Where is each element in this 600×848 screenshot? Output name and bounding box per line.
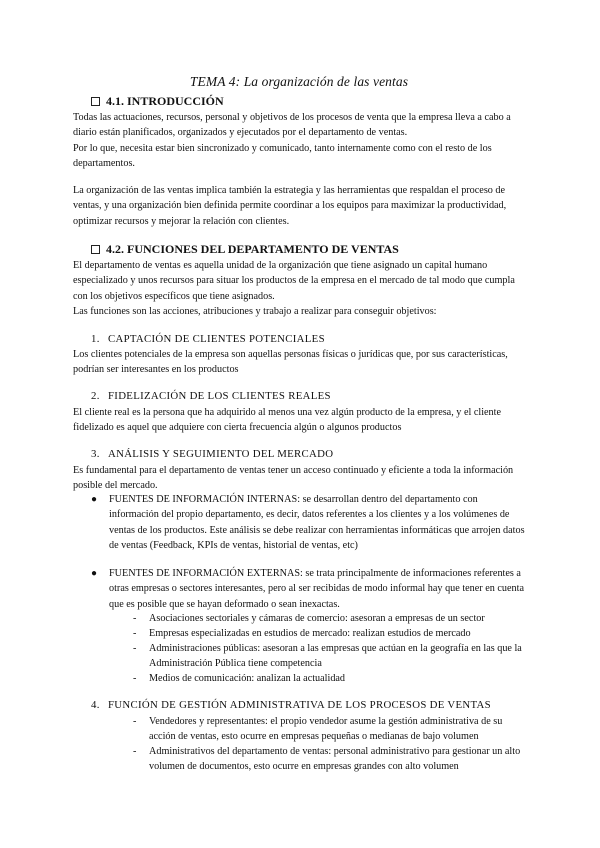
- function-1-description: Los clientes potenciales de la empresa son aquellas personas físicas o jurídicas que, por sus características, podrían ser interesantes en los productos: [73, 349, 508, 376]
- dash-icon: -: [133, 673, 137, 684]
- sub-item: - Asociaciones sectoriales y cámaras de comercio: asesoran a empresas de un sector: [133, 611, 525, 626]
- bullet-icon: ●: [91, 568, 98, 579]
- dash-icon: -: [133, 716, 137, 727]
- function-2-description: El cliente real es la persona que ha adquirido al menos una vez algún producto de la empresa, y el cliente fidelizado es aquel que adquiere con cierta frecuencia algún o algunos productos: [73, 407, 501, 434]
- sub-item: - Administrativos del departamento de ventas: personal administrativo para gestionar un alto volumen de documentos, esto ocurre en empresas grandes con alto volumen: [133, 746, 521, 773]
- dash-icon: -: [133, 628, 137, 639]
- paragraph: Las funciones son las acciones, atribuciones y trabajo a realizar para conseguir objetivos:: [73, 305, 437, 317]
- checkbox-icon[interactable]: [91, 245, 100, 254]
- dash-icon: -: [133, 746, 137, 757]
- dash-icon: -: [133, 643, 137, 654]
- paragraph: Todas las actuaciones, recursos, personal y objetivos de los procesos de venta que la empresa lleva a cabo a diario están planificados, organizados y ejecutados por el departamento de ventas.: [73, 112, 511, 139]
- function-heading-2: 2. FIDELIZACIÓN DE LOS CLIENTES REALES: [91, 390, 331, 402]
- section-heading-introduccion: [91, 94, 224, 109]
- sub-item: - Vendedores y representantes: el propio vendedor asume la gestión administrativa de su acción de ventas, esto ocurre en empresas pequeñas o medianas de bajo volumen: [133, 716, 503, 743]
- funciones-paragraphs: [73, 258, 525, 319]
- bullet-icon: ●: [91, 494, 98, 505]
- function-3-description: Es fundamental para el departamento de ventas tener un acceso continuado y eficiente a toda la información posible del mercado.: [73, 465, 514, 492]
- sub-item: - Administraciones públicas: asesoran a las empresas que actúan en la geografía en las que la Administración Pública tiene competencia: [133, 643, 522, 670]
- paragraph: Por lo que, necesita estar bien sincronizado y comunicado, tanto internamente como con el resto de los departamentos.: [73, 142, 492, 169]
- list-item-fuentes-externas: ● FUENTES DE INFORMACIÓN EXTERNAS: se trata principalmente de informaciones referentes a otras empresas o sectores interesantes, pero al ser recibidas de modo informal hay que tener en cuenta que es posible que se hayan deformado o sean inexactas.: [91, 568, 524, 610]
- section-heading-label: 4.2. FUNCIONES DEL DEPARTAMENTO DE VENTAS: [106, 242, 399, 256]
- paragraph: El departamento de ventas es aquella unidad de la organización que tiene asignado un capital humano especializado y unos recursos para situar los productos de la empresa en el mercado de tal modo que cumpla con los objetivos específicos que tiene asignados.: [73, 260, 515, 302]
- sub-item: - Empresas especializadas en estudios de mercado: realizan estudios de mercado: [133, 626, 525, 641]
- dash-icon: -: [133, 613, 137, 624]
- section-heading-funciones: [91, 242, 399, 257]
- list-item-fuentes-internas: ● FUENTES DE INFORMACIÓN INTERNAS: se desarrollan dentro del departamento con información del propio departamento, es decir, datos referentes a los clientes y a los volúmenes de ventas de los productos. Este análisis se debe realizar con herramientas informáticas que arrojen datos de ventas (Feedback, KPIs de ventas, historial de ventas, etc): [91, 494, 525, 551]
- checkbox-icon[interactable]: [91, 97, 100, 106]
- sub-item: - Medios de comunicación: analizan la actualidad: [133, 671, 525, 686]
- paragraph: La organización de las ventas implica también la estrategia y las herramientas que respaldan el proceso de ventas, y una organización bien definida permite coordinar a los equipos para maximizar la productividad, optimizar recursos y mejorar la relación con clientes.: [73, 185, 507, 227]
- function-heading-1: 1. CAPTACIÓN DE CLIENTES POTENCIALES: [91, 333, 325, 345]
- intro-paragraph-2: [73, 183, 525, 229]
- function-heading-3: 3. ANÁLISIS Y SEGUIMIENTO DEL MERCADO: [91, 448, 334, 460]
- intro-paragraphs: [73, 110, 525, 171]
- section-heading-label: 4.1. INTRODUCCIÓN: [106, 94, 224, 108]
- function-heading-4: 4. FUNCIÓN DE GESTIÓN ADMINISTRATIVA DE LOS PROCESOS DE VENTAS: [91, 699, 491, 711]
- document-title: TEMA 4: La organización de las ventas: [189, 74, 409, 89]
